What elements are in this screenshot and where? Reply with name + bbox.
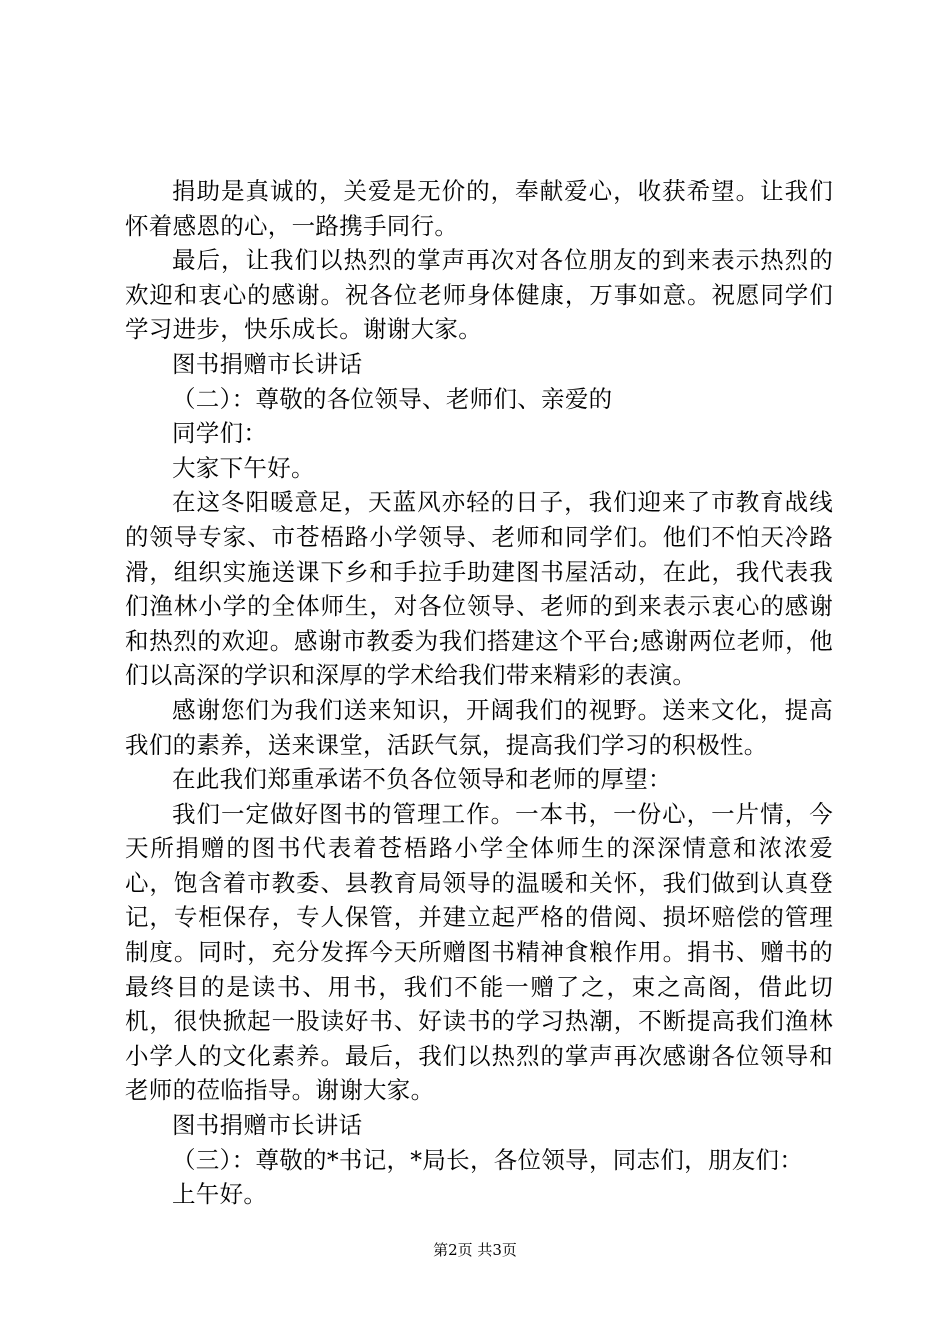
paragraph: 大家下午好。 <box>172 453 315 482</box>
paragraph: 捐助是真诚的，关爱是无价的，奉献爱心，收获希望。让我们怀着感恩的心，一路携手同行。 <box>125 177 833 240</box>
paragraph: 在这冬阳暖意足，天蓝风亦轻的日子，我们迎来了市教育战线的领导专家、市苍梧路小学领导、老师和同学们。他们不怕天冷路滑，组织实施送课下乡和手拉手助建图书屋活动，在此，我代表我们渔林小学的全体师生，对各位领导、老师的到来表示衷心的感谢和热烈的欢迎。感谢市教委为我们搭建这个平台;感谢两位老师，他们以高深的学识和深厚的学术给我们带来精彩的表演。 <box>125 488 833 690</box>
paragraph: 上午好。 <box>172 1180 268 1209</box>
paragraph: 在此我们郑重承诺不负各位领导和老师的厚望： <box>172 765 672 794</box>
paragraph: 最后，让我们以热烈的掌声再次对各位朋友的到来表示热烈的欢迎和衷心的感谢。祝各位老师身体健康，万事如意。祝愿同学们学习进步，快乐成长。谢谢大家。 <box>125 246 833 344</box>
section-heading: 图书捐赠市长讲话 <box>172 1111 363 1140</box>
paragraph: 感谢您们为我们送来知识，开阔我们的视野。送来文化，提高我们的素养，送来课堂，活跃气氛，提高我们学习的积极性。 <box>125 695 833 759</box>
paragraph: （三）：尊敬的*书记，*局长，各位领导，同志们，朋友们： <box>172 1145 804 1174</box>
section-heading: 图书捐赠市长讲话 <box>172 349 363 378</box>
paragraph: （二）：尊敬的各位领导、老师们、亲爱的 <box>172 384 613 413</box>
document-body <box>125 174 833 1212</box>
page-footer: 第2页 共3页 <box>433 1241 517 1259</box>
paragraph: 同学们： <box>172 419 268 448</box>
paragraph: 我们一定做好图书的管理工作。一本书，一份心，一片情，今天所捐赠的图书代表着苍梧路小学全体师生的深深情意和浓浓爱心，饱含着市教委、县教育局领导的温暖和关怀，我们做到认真登记，专柜保存，专人保管，并建立起严格的借阅、损坏赔偿的管理制度。同时，充分发挥今天所赠图书精神食粮作用。捐书、赠书的最终目的是读书、用书，我们不能一赠了之，束之高阁，借此切机，很快掀起一股读好书、好读书的学习热潮，不断提高我们渔林小学人的文化素养。最后，我们以热烈的掌声再次感谢各位领导和老师的莅临指导。谢谢大家。 <box>125 799 833 1105</box>
